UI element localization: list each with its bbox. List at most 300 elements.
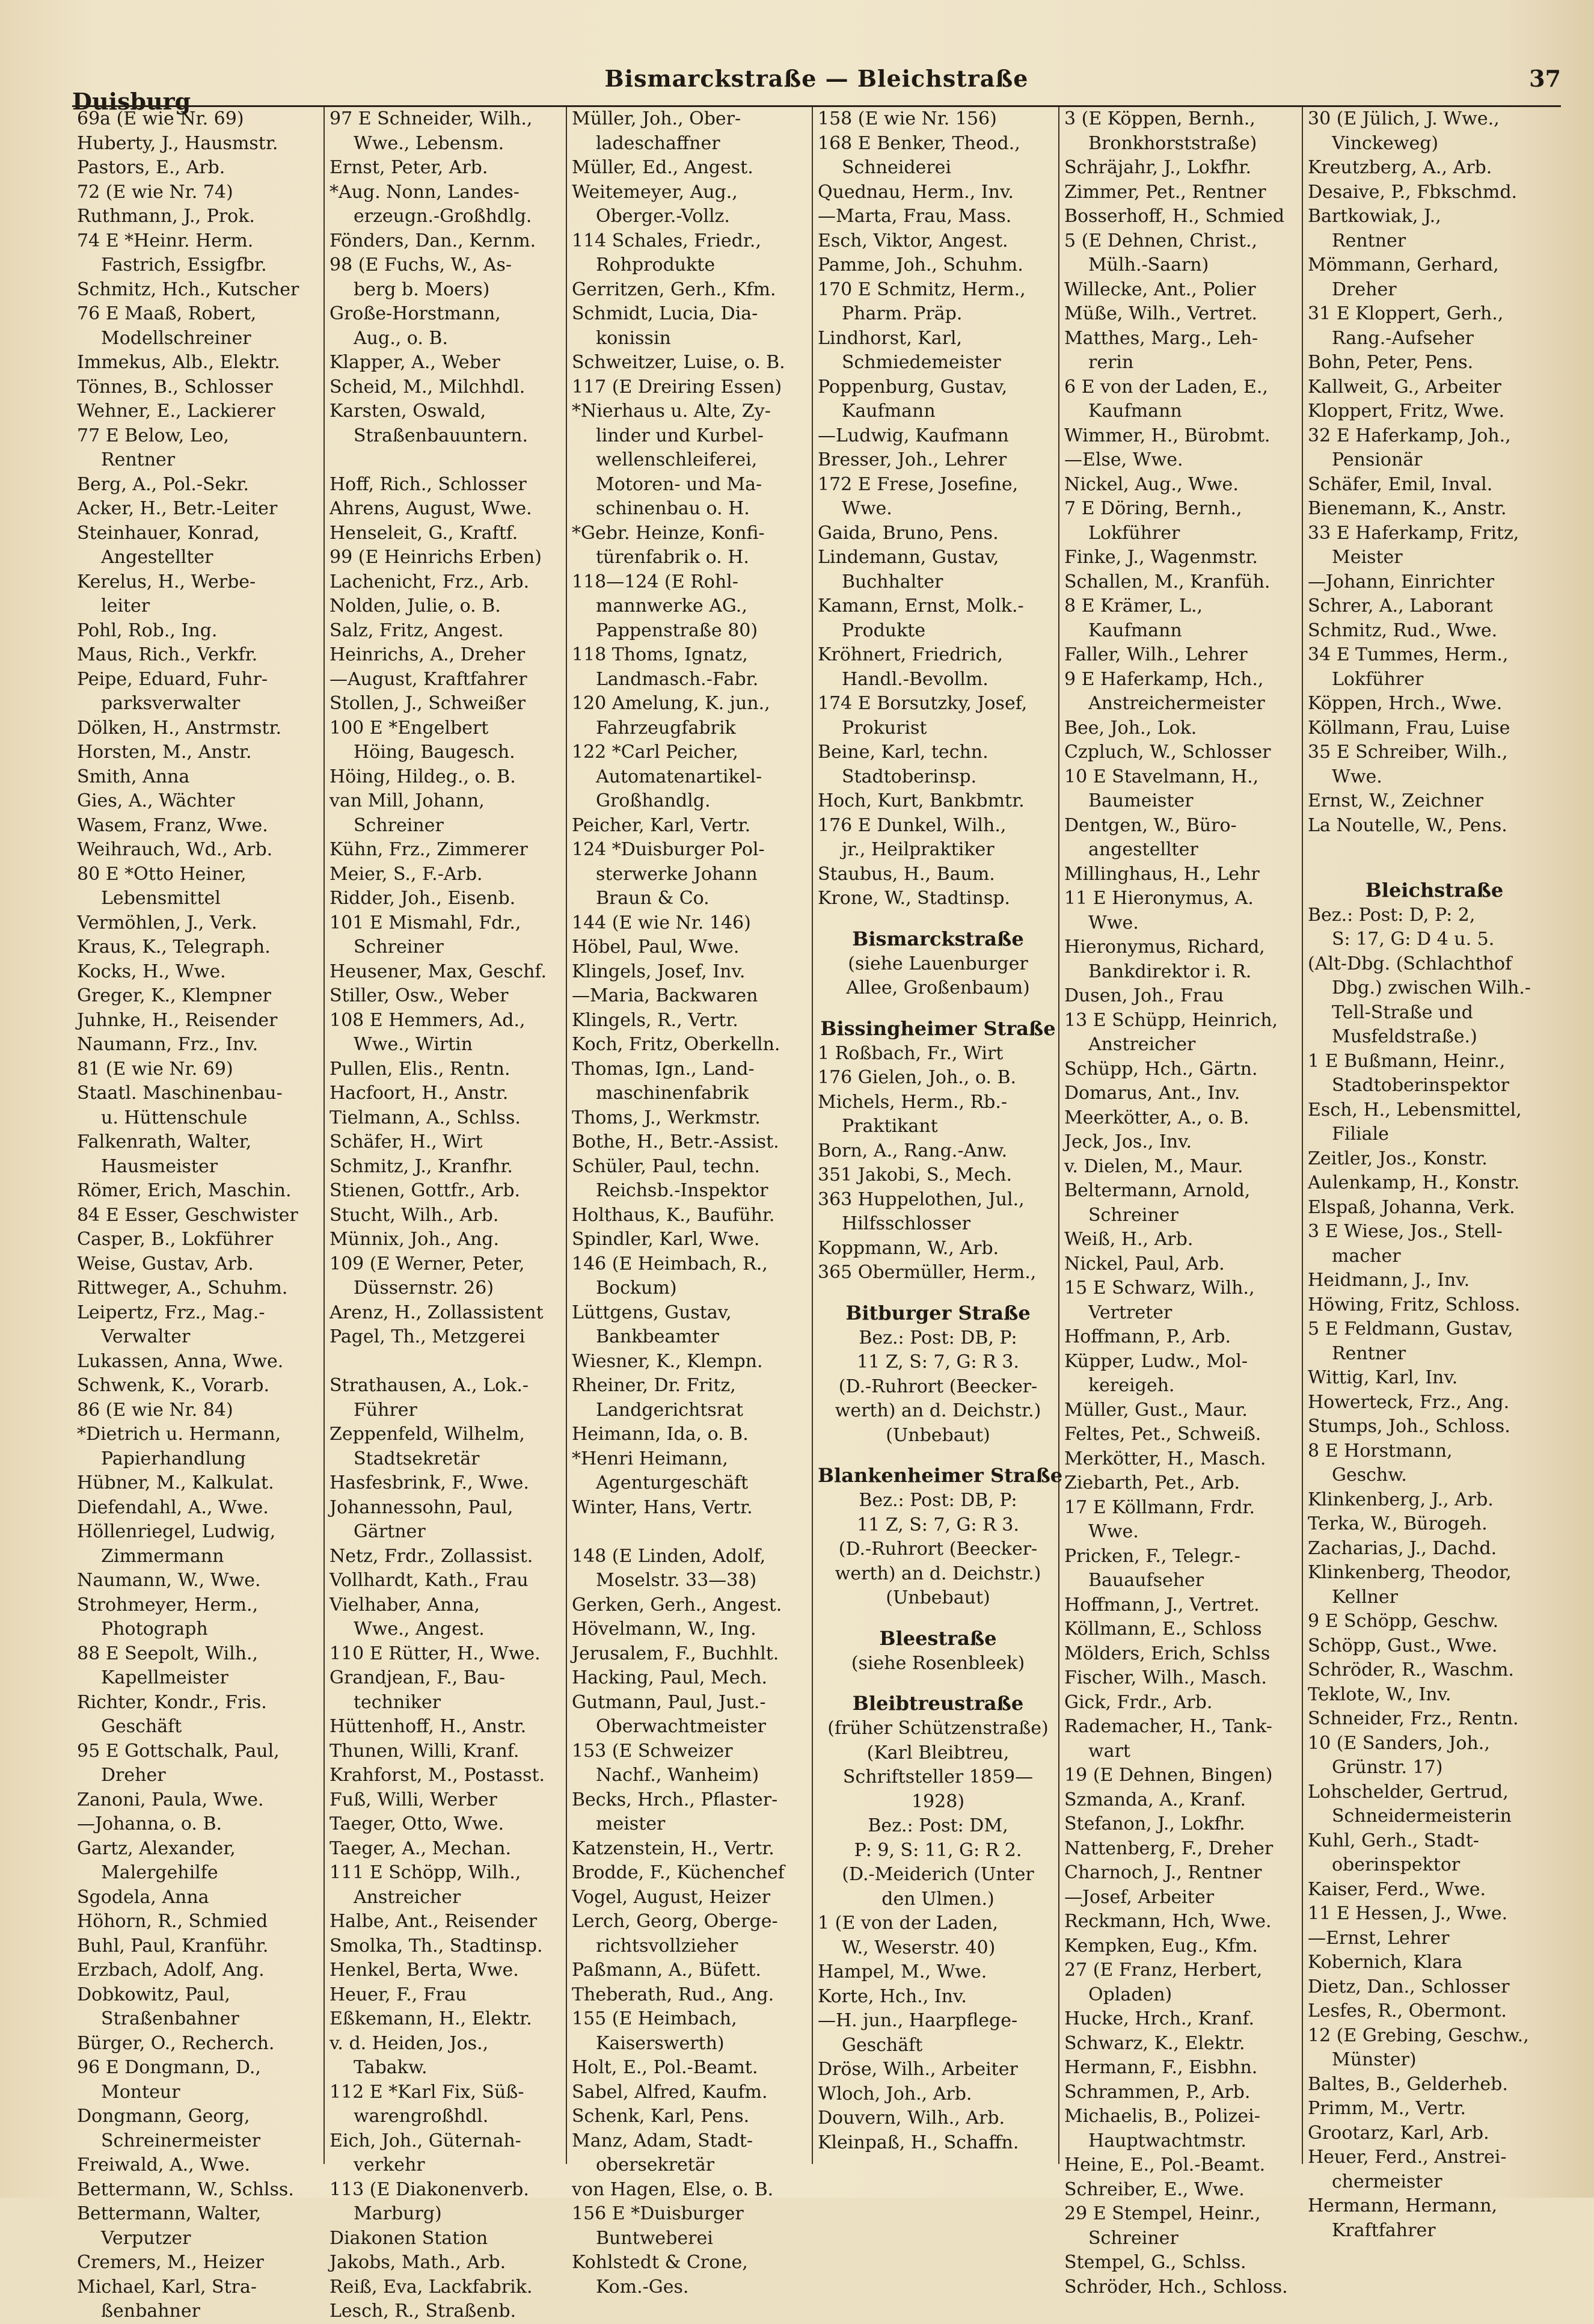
directory-entry: Dongmann, Georg, xyxy=(77,2106,250,2127)
directory-entry: Ridder, Joh., Eisenb. xyxy=(330,888,516,909)
directory-entry: Juhnke, H., Reisender xyxy=(77,1009,278,1031)
directory-entry: Schäfer, H., Wirt xyxy=(330,1131,483,1152)
directory-entry: Rheiner, Dr. Fritz, xyxy=(572,1375,736,1396)
directory-entry: *Gebr. Heinze, Konfi- xyxy=(572,522,765,544)
street-note: Bez.: Post: DB, P: xyxy=(859,1490,1017,1511)
directory-entry: Kloppert, Fritz, Wwe. xyxy=(1308,401,1505,422)
entry-continuation: Handl.-Bevollm. xyxy=(842,668,989,690)
directory-entry: *Nierhaus u. Alte, Zy- xyxy=(572,401,771,422)
directory-entry: Höwing, Fritz, Schloss. xyxy=(1308,1294,1521,1315)
directory-entry: —Johanna, o. B. xyxy=(77,1813,222,1834)
directory-entry: Ruthmann, J., Prok. xyxy=(77,206,255,227)
street-note: (Unbebaut) xyxy=(886,1587,990,1608)
directory-entry: Kohlstedt & Crone, xyxy=(572,2252,748,2273)
directory-entry: Quednau, Herm., Inv. xyxy=(818,181,1014,203)
directory-entry: Feltes, Pet., Schweiß. xyxy=(1064,1424,1261,1445)
directory-entry: Schüler, Paul, techn. xyxy=(572,1155,760,1177)
entry-continuation: sterwerke Johann xyxy=(596,863,758,885)
directory-entry: Czpluch, W., Schlosser xyxy=(1064,742,1271,763)
directory-entry: Horsten, M., Anstr. xyxy=(77,742,252,763)
directory-entry: Theberath, Rud., Ang. xyxy=(572,1984,774,2005)
directory-entry: Henkel, Berta, Wwe. xyxy=(330,1960,519,1981)
directory-entry: v. Dielen, M., Maur. xyxy=(1064,1155,1243,1177)
directory-entry: Schrammen, P., Arb. xyxy=(1064,2081,1251,2103)
directory-entry: Kobernich, Klara xyxy=(1308,1952,1463,1973)
directory-entry: Charnoch, J., Rentner xyxy=(1064,1862,1262,1883)
directory-entry: Lüttgens, Gustav, xyxy=(572,1302,732,1323)
street-heading: Bleestraße xyxy=(879,1626,997,1650)
directory-entry: 99 (E Heinrichs Erben) xyxy=(330,547,542,568)
directory-entry: 153 (E Schweizer xyxy=(572,1740,733,1762)
directory-entry: Weise, Gustav, Arb. xyxy=(77,1253,254,1274)
entry-continuation: Braun & Co. xyxy=(596,888,710,909)
directory-entry: 172 E Frese, Josefine, xyxy=(818,473,1019,495)
directory-entry: Scheid, M., Milchhdl. xyxy=(330,376,526,398)
directory-entry: Heusener, Max, Geschf. xyxy=(330,961,547,982)
directory-entry: Steinhauer, Konrad, xyxy=(77,522,260,544)
directory-entry: Michael, Karl, Stra- xyxy=(77,2276,257,2298)
directory-entry: Manz, Adam, Stadt- xyxy=(572,2130,753,2151)
directory-entry: Zimmer, Pet., Rentner xyxy=(1064,181,1266,203)
directory-entry xyxy=(330,1350,566,1374)
page-header xyxy=(72,60,1561,115)
entry-continuation: Dbg.) zwischen Wilh.- xyxy=(1332,977,1531,998)
directory-entry: Schöpp, Gust., Wwe. xyxy=(1308,1635,1498,1656)
directory-entry: Smolka, Th., Stadtinsp. xyxy=(330,1935,543,1957)
directory-entry: Huberty, J., Hausmstr. xyxy=(77,132,278,154)
entry-continuation: Kapellmeister xyxy=(101,1667,228,1688)
directory-entry: 144 (E wie Nr. 146) xyxy=(572,912,751,933)
directory-entry: Hucke, Hrch., Kranf. xyxy=(1064,2008,1255,2029)
entry-continuation: berg b. Moers) xyxy=(354,278,490,300)
directory-entry: Staubus, H., Baum. xyxy=(818,863,995,885)
directory-entry: 19 (E Dehnen, Bingen) xyxy=(1064,1765,1273,1786)
directory-entry: Hoffmann, P., Arb. xyxy=(1064,1326,1231,1347)
directory-entry: Thomas, Ign., Land- xyxy=(572,1058,755,1080)
entry-continuation: türenfabrik o. H. xyxy=(596,547,749,568)
directory-entry: Wimmer, H., Bürobmt. xyxy=(1064,425,1271,446)
directory-entry: Peicher, Karl, Vertr. xyxy=(572,814,751,836)
entry-continuation: Geschäft xyxy=(101,1716,182,1737)
directory-entry: Müller, Ed., Angest. xyxy=(572,157,753,178)
directory-entry: 118—124 (E Rohl- xyxy=(572,571,738,592)
directory-entry: Pamme, Joh., Schuhm. xyxy=(818,254,1023,275)
directory-entry: Küpper, Ludw., Mol- xyxy=(1064,1350,1248,1372)
street-heading: Bleibtreustraße xyxy=(852,1692,1024,1715)
directory-entry: Bez.: Post: D, P: 2, xyxy=(1308,904,1476,926)
directory-entry: Kamann, Ernst, Molk.- xyxy=(818,595,1024,616)
directory-entry: Hacfoort, H., Anstr. xyxy=(330,1083,509,1104)
directory-entry: Zanoni, Paula, Wwe. xyxy=(77,1789,264,1810)
directory-entry: Bartkowiak, J., xyxy=(1308,206,1441,227)
directory-entry: 34 E Tummes, Herm., xyxy=(1308,644,1509,665)
directory-entry: 110 E Rütter, H., Wwe. xyxy=(330,1643,541,1664)
directory-entry: 72 (E wie Nr. 74) xyxy=(77,181,233,203)
directory-entry: —Josef, Arbeiter xyxy=(1064,1886,1215,1908)
directory-entry: Korte, Hch., Inv. xyxy=(818,1985,967,2007)
directory-entry: 176 Gielen, Joh., o. B. xyxy=(818,1067,1017,1088)
street-note: (früher Schützenstraße) xyxy=(827,1718,1049,1739)
entry-continuation: Geschw. xyxy=(1332,1465,1407,1486)
entry-continuation: angestellter xyxy=(1088,839,1198,860)
directory-entry: Heine, E., Pol.-Beamt. xyxy=(1064,2154,1266,2175)
entry-continuation: Führer xyxy=(354,1399,417,1421)
directory-entry: Freiwald, A., Wwe. xyxy=(77,2154,251,2175)
directory-entry: Jerusalem, F., Buchhlt. xyxy=(572,1643,779,1664)
directory-entry: 117 (E Dreiring Essen) xyxy=(572,376,782,398)
entry-continuation: Anstreicher xyxy=(1088,1034,1196,1055)
directory-entry: Poppenburg, Gustav, xyxy=(818,376,1008,398)
directory-entry: Köppen, Hrch., Wwe. xyxy=(1308,693,1503,714)
entry-continuation: Lokführer xyxy=(1088,522,1180,544)
directory-entry: Lerch, Georg, Oberge- xyxy=(572,1911,778,1932)
directory-entry: Teklote, W., Inv. xyxy=(1308,1683,1451,1705)
entry-continuation: obersekretär xyxy=(596,2154,715,2175)
directory-entry: Schrer, A., Laborant xyxy=(1308,595,1493,616)
entry-continuation: Tell-Straße und xyxy=(1332,1001,1473,1023)
directory-entry: Spindler, Karl, Wwe. xyxy=(572,1229,760,1250)
directory-entry: Klapper, A., Weber xyxy=(330,352,500,373)
directory-entry: Cremers, M., Heizer xyxy=(77,2252,264,2273)
entry-continuation: Marburg) xyxy=(354,2203,442,2224)
entry-continuation: Praktikant xyxy=(842,1116,938,1137)
directory-entry: 74 E *Heinr. Herm. xyxy=(77,230,254,251)
directory-entry: 8 E Krämer, L., xyxy=(1064,595,1203,616)
directory-entry: Pullen, Elis., Rentn. xyxy=(330,1058,510,1080)
entry-continuation: richtsvollzieher xyxy=(596,1935,738,1957)
directory-entry: Stucht, Wilh., Arb. xyxy=(330,1204,499,1226)
directory-entry: 148 (E Linden, Adolf, xyxy=(572,1545,766,1567)
entry-continuation: maschinenfabrik xyxy=(596,1083,749,1104)
directory-entry: Holt, E., Pol.-Beamt. xyxy=(572,2057,758,2078)
directory-entry: Große-Horstmann, xyxy=(330,303,501,324)
entry-continuation: Lebensmittel xyxy=(101,888,221,909)
entry-continuation: Straßenbahner xyxy=(101,2008,239,2029)
directory-entry: Dröse, Wilh., Arbeiter xyxy=(818,2059,1018,2080)
directory-entry: Lesfes, R., Obermont. xyxy=(1308,2000,1507,2021)
directory-entry: Bosserhoff, H., Schmied xyxy=(1064,206,1285,227)
entry-continuation: Modellschreiner xyxy=(101,327,251,349)
street-heading: Bleichstraße xyxy=(1365,878,1504,902)
directory-entry: 365 Obermüller, Herm., xyxy=(818,1262,1037,1283)
street-note: werth) an d. Deichstr.) xyxy=(835,1563,1041,1584)
entry-continuation: Lokführer xyxy=(1332,668,1424,690)
entry-continuation: Stadtoberinsp. xyxy=(842,766,977,787)
column-6 xyxy=(1303,107,1561,2241)
directory-entry: Born, A., Rang.-Anw. xyxy=(818,1140,1008,1161)
entry-continuation: Anstreichermeister xyxy=(1088,693,1265,714)
directory-entry: 77 E Below, Leo, xyxy=(77,425,230,446)
entry-continuation: Angestellter xyxy=(101,547,213,568)
directory-entry: Schmitz, Hch., Kutscher xyxy=(77,278,299,300)
directory-entry: Winter, Hans, Vertr. xyxy=(572,1496,753,1518)
directory-entry: Primm, M., Vertr. xyxy=(1308,2098,1467,2119)
directory-entry: 101 E Mismahl, Fdr., xyxy=(330,912,521,933)
directory-entry: Vogel, August, Heizer xyxy=(572,1886,771,1908)
street-note: (Karl Bleibtreu, xyxy=(866,1742,1010,1763)
directory-entry: Strathausen, A., Lok.- xyxy=(330,1375,529,1396)
directory-entry: 80 E *Otto Heiner, xyxy=(77,863,247,885)
directory-entry: Willecke, Ant., Polier xyxy=(1064,278,1256,300)
entry-continuation: Grünstr. 17) xyxy=(1332,1757,1443,1778)
directory-entry: Fönders, Dan., Kernm. xyxy=(330,230,536,251)
directory-entry: Douvern, Wilh., Arb. xyxy=(818,2107,1005,2129)
entry-continuation: Photograph xyxy=(101,1618,208,1640)
entry-continuation: Schneiderei xyxy=(842,157,951,178)
directory-entry: Leipertz, Frz., Mag.- xyxy=(77,1302,265,1323)
street-note: Schriftsteller 1859— xyxy=(842,1766,1034,1788)
directory-entry: Schwenk, K., Vorarb. xyxy=(77,1375,269,1396)
entry-continuation: Prokurist xyxy=(842,717,927,739)
directory-entry: Kocks, H., Wwe. xyxy=(77,961,226,982)
directory-entry: Höhorn, R., Schmied xyxy=(77,1911,268,1932)
directory-entry: Schwarz, K., Elektr. xyxy=(1064,2032,1245,2054)
directory-entry: Klingels, R., Vertr. xyxy=(572,1009,738,1031)
directory-entry: 176 E Dunkel, Wilh., xyxy=(818,814,1007,836)
directory-entry: Schräjahr, J., Lokfhr. xyxy=(1064,157,1252,178)
entry-continuation: Kraftfahrer xyxy=(1332,2219,1436,2241)
directory-entry: Gaida, Bruno, Pens. xyxy=(818,522,999,544)
directory-entry: Erzbach, Adolf, Ang. xyxy=(77,1960,265,1981)
directory-entry: 7 E Döring, Bernh., xyxy=(1064,498,1242,519)
entry-continuation: Stadtsekretär xyxy=(354,1448,480,1469)
directory-entry: Kaiser, Ferd., Wwe. xyxy=(1308,1878,1486,1900)
directory-entry: Höing, Hildeg., o. B. xyxy=(330,766,516,787)
directory-entry: Tielmann, A., Schlss. xyxy=(330,1107,521,1128)
directory-entry: 156 E *Duisburger xyxy=(572,2203,744,2224)
directory-entry: Heinrichs, A., Dreher xyxy=(330,644,526,665)
directory-entry: Acker, H., Betr.-Leiter xyxy=(77,498,278,519)
directory-entry: 120 Amelung, K. jun., xyxy=(572,693,770,714)
directory-entry: Szmanda, A., Kranf. xyxy=(1064,1789,1246,1810)
entry-continuation: Agenturgeschäft xyxy=(596,1472,749,1493)
directory-entry: 100 E *Engelbert xyxy=(330,717,489,739)
directory-entry: Hübner, M., Kalkulat. xyxy=(77,1472,274,1493)
directory-entry: v. d. Heiden, Jos., xyxy=(330,2032,489,2054)
directory-entry: Meerkötter, A., o. B. xyxy=(1064,1107,1249,1128)
directory-entry: Stollen, J., Schweißer xyxy=(330,693,526,714)
directory-entry: (Alt-Dbg. (Schlachthof xyxy=(1308,953,1512,974)
street-note: (siehe Lauenburger xyxy=(848,953,1028,974)
directory-entry: 111 E Schöpp, Wilh., xyxy=(330,1862,521,1883)
directory-entry: Desaive, P., Fbkschmd. xyxy=(1308,181,1518,203)
directory-entry: Kempken, Eug., Kfm. xyxy=(1064,1935,1258,1957)
directory-entry: Millinghaus, H., Lehr xyxy=(1064,863,1260,885)
directory-entry: Hacking, Paul, Mech. xyxy=(572,1667,768,1688)
entry-continuation: Verputzer xyxy=(101,2227,191,2249)
entry-continuation: W., Weserstr. 40) xyxy=(842,1937,996,1958)
directory-entry: 108 E Hemmers, Ad., xyxy=(330,1009,526,1031)
directory-entry: Arenz, H., Zollassistent xyxy=(330,1302,544,1323)
directory-entry: Stienen, Gottfr., Arb. xyxy=(330,1180,521,1201)
directory-entry: Klinkenberg, Theodor, xyxy=(1308,1562,1512,1583)
directory-entry: Fischer, Wilh., Masch. xyxy=(1064,1667,1267,1688)
directory-entry: Jakobs, Math., Arb. xyxy=(330,2252,506,2273)
directory-entry: 10 E Stavelmann, H., xyxy=(1064,766,1259,787)
directory-entry: Immekus, Alb., Elektr. xyxy=(77,352,280,373)
entry-continuation: Wwe. xyxy=(842,498,892,519)
directory-entry: 8 E Horstmann, xyxy=(1308,1440,1453,1462)
entry-continuation: techniker xyxy=(354,1691,441,1713)
directory-entry xyxy=(1308,838,1561,862)
directory-entry: Höllenriegel, Ludwig, xyxy=(77,1521,276,1542)
directory-entry: —Ernst, Lehrer xyxy=(1308,1927,1450,1949)
directory-entry: Münnix, Joh., Ang. xyxy=(330,1229,500,1250)
directory-entry: Diefendahl, A., Wwe. xyxy=(77,1496,269,1518)
directory-entry: Sgodela, Anna xyxy=(77,1886,209,1908)
directory-entry: 1 (E von der Laden, xyxy=(818,1913,999,1934)
directory-entry: Wasem, Franz, Wwe. xyxy=(77,814,268,836)
directory-entry: *Henri Heimann, xyxy=(572,1448,728,1469)
directory-entry: Buhl, Paul, Kranführ. xyxy=(77,1935,269,1957)
directory-entry: Rittweger, A., Schuhm. xyxy=(77,1277,288,1299)
directory-entry: Michels, Herm., Rb.- xyxy=(818,1091,1008,1113)
directory-entry: Schallen, M., Kranfüh. xyxy=(1064,571,1271,592)
directory-entry: Bresser, Joh., Lehrer xyxy=(818,449,1007,470)
entry-continuation: Schreiner xyxy=(1088,1204,1179,1226)
directory-entry: 9 E Haferkamp, Hch., xyxy=(1064,668,1264,690)
directory-entry: Koppmann, W., Arb. xyxy=(818,1237,999,1259)
entry-continuation: Münster) xyxy=(1332,2049,1417,2070)
entry-continuation: Buntweberei xyxy=(596,2227,713,2249)
directory-entry: Grandjean, F., Bau- xyxy=(330,1667,506,1688)
directory-entry: *Aug. Nonn, Landes- xyxy=(330,181,520,203)
entry-continuation: verkehr xyxy=(354,2154,425,2175)
directory-entry: Hermann, F., Eisbhn. xyxy=(1064,2057,1258,2078)
entry-continuation: Großhandlg. xyxy=(596,790,711,811)
directory-entry: Taeger, Otto, Wwe. xyxy=(330,1813,504,1834)
directory-entry: Stiller, Osw., Weber xyxy=(330,985,509,1006)
directory-entry: —Else, Wwe. xyxy=(1064,449,1183,470)
directory-entry: Katzenstein, H., Vertr. xyxy=(572,1837,774,1859)
entry-continuation: linder und Kurbel- xyxy=(596,425,764,446)
street-heading: Bismarckstraße xyxy=(852,927,1024,950)
directory-entry: Vollhardt, Kath., Frau xyxy=(330,1570,529,1591)
directory-entry: 84 E Esser, Geschwister xyxy=(77,1204,298,1226)
directory-entry: Meier, S., F.-Arb. xyxy=(330,863,483,885)
directory-entry: Kleinpaß, H., Schaffn. xyxy=(818,2132,1019,2153)
directory-entry: Naumann, Frz., Inv. xyxy=(77,1034,259,1055)
directory-entry: 351 Jakobi, S., Mech. xyxy=(818,1164,1013,1185)
column-2 xyxy=(325,107,567,2322)
directory-entry: Mölders, Erich, Schlss xyxy=(1064,1643,1271,1664)
directory-entry: Pohl, Rob., Ing. xyxy=(77,619,218,641)
entry-continuation: Schmiedemeister xyxy=(842,352,1001,373)
street-note: (D.-Ruhrort (Beecker- xyxy=(838,1539,1038,1560)
directory-entry: 10 (E Sanders, Joh., xyxy=(1308,1732,1490,1754)
directory-entry: Schmidt, Lucia, Dia- xyxy=(572,303,758,324)
entry-continuation: Kaufmann xyxy=(1088,619,1182,641)
entry-continuation: Wwe. xyxy=(1332,766,1382,787)
directory-entry: *Dietrich u. Hermann, xyxy=(77,1424,281,1445)
directory-entry: Schmitz, Rud., Wwe. xyxy=(1308,619,1498,641)
directory-entry: 170 E Schmitz, Herm., xyxy=(818,278,1026,300)
directory-entry: 33 E Haferkamp, Fritz, xyxy=(1308,522,1519,544)
column-5 xyxy=(1059,107,1303,2298)
directory-entry: Holthaus, K., Bauführ. xyxy=(572,1204,775,1226)
street-note: (D.-Meiderich (Unter xyxy=(842,1864,1034,1885)
entry-continuation: Fahrzeugfabrik xyxy=(596,717,736,739)
directory-entry: 124 *Duisburger Pol- xyxy=(572,839,765,860)
entry-continuation: Vertreter xyxy=(1088,1302,1173,1323)
directory-entry: Henseleit, G., Kraftf. xyxy=(330,522,518,544)
directory-entry: Müße, Wilh., Vertret. xyxy=(1064,303,1258,324)
directory-entry: Bienemann, K., Anstr. xyxy=(1308,498,1507,519)
city-heading: Duisburg xyxy=(72,88,191,115)
directory-entry: Greger, K., Klempner xyxy=(77,985,271,1006)
entry-continuation: Produkte xyxy=(842,619,926,641)
entry-continuation: Oberger.-Vollz. xyxy=(596,206,730,227)
directory-entry: Reiß, Eva, Lackfabrik. xyxy=(330,2276,533,2298)
street-range-heading: Bismarckstraße — Bleichstraße xyxy=(604,65,1029,92)
directory-entry: 11 E Hessen, J., Wwe. xyxy=(1308,1903,1508,1924)
entry-continuation: Höing, Baugesch. xyxy=(354,742,515,763)
directory-entry: 9 E Schöpp, Geschw. xyxy=(1308,1611,1499,1632)
directory-entry: Pagel, Th., Metzgerei xyxy=(330,1326,526,1347)
entry-continuation: ladeschaffner xyxy=(596,132,720,154)
directory-entry: Berg, A., Pol.-Sekr. xyxy=(77,473,250,495)
directory-entry: Kreutzberg, A., Arb. xyxy=(1308,157,1492,178)
entry-continuation: Hauptwachtmstr. xyxy=(1088,2130,1246,2151)
directory-entry: Hövelmann, W., Ing. xyxy=(572,1618,756,1640)
entry-continuation: Rentner xyxy=(1332,230,1406,251)
directory-entry: 1 E Bußmann, Heinr., xyxy=(1308,1050,1506,1072)
directory-entry: Sabel, Alfred, Kaufm. xyxy=(572,2081,768,2103)
street-note: den Ulmen.) xyxy=(881,1888,995,1910)
directory-entry: Schneider, Frz., Rentn. xyxy=(1308,1708,1519,1729)
directory-entry: Stefanon, J., Lokfhr. xyxy=(1064,1813,1245,1834)
directory-entry: —Ludwig, Kaufmann xyxy=(818,425,1009,446)
directory-entry: Gerritzen, Gerh., Kfm. xyxy=(572,278,776,300)
directory-entry: Brodde, F., Küchenchef xyxy=(572,1862,785,1883)
directory-entry: Grootarz, Karl, Arb. xyxy=(1308,2122,1489,2144)
directory-entry: Bee, Joh., Lok. xyxy=(1064,717,1197,739)
entry-continuation: meister xyxy=(596,1813,666,1834)
directory-entry: Bettermann, Walter, xyxy=(77,2203,262,2224)
entry-continuation: Zimmermann xyxy=(101,1545,224,1567)
directory-entry: Terka, W., Bürogeh. xyxy=(1308,1513,1488,1534)
entry-continuation: warengroßhdl. xyxy=(354,2106,489,2127)
directory-entry: Bettermann, W., Schlss. xyxy=(77,2178,294,2200)
directory-entry: Nattenberg, F., Dreher xyxy=(1064,1837,1274,1859)
directory-entry: 13 E Schüpp, Heinrich, xyxy=(1064,1009,1278,1031)
entry-continuation: Rentner xyxy=(101,449,176,470)
directory-entry: 5 E Feldmann, Gustav, xyxy=(1308,1318,1513,1339)
directory-entry: 69a (E wie Nr. 69) xyxy=(77,108,244,129)
directory-entry: 155 (E Heimbach, xyxy=(572,2008,737,2029)
directory-entry: 76 E Maaß, Robert, xyxy=(77,303,257,324)
directory-entry: Howerteck, Frz., Ang. xyxy=(1308,1391,1510,1413)
directory-entry: Aulenkamp, H., Konstr. xyxy=(1308,1172,1520,1193)
directory-entry: —Maria, Backwaren xyxy=(572,985,758,1006)
directory-entry: 174 E Borsutzky, Josef, xyxy=(818,693,1028,714)
directory-entry: Beltermann, Arnold, xyxy=(1064,1180,1251,1201)
entry-continuation: Baumeister xyxy=(1088,790,1194,811)
entry-continuation: Rohprodukte xyxy=(596,254,716,275)
directory-entry: Matthes, Marg., Leh- xyxy=(1064,327,1258,349)
directory-entry: Tönnes, B., Schlosser xyxy=(77,376,273,398)
directory-entry: Schäfer, Emil, Inval. xyxy=(1308,473,1493,495)
directory-entry: Klinkenberg, J., Arb. xyxy=(1308,1489,1494,1510)
directory-entry: Schenk, Karl, Pens. xyxy=(572,2106,750,2127)
entry-continuation: Düssernstr. 26) xyxy=(354,1277,494,1299)
directory-entry: Thoms, J., Werkmstr. xyxy=(572,1107,761,1128)
directory-entry xyxy=(572,1520,812,1545)
directory-entry: Lesch, R., Straßenb. xyxy=(330,2301,517,2322)
directory-entry: 168 E Benker, Theod., xyxy=(818,132,1020,154)
directory-entry: Finke, J., Wagenmstr. xyxy=(1064,547,1258,568)
directory-entry: Pricken, F., Telegr.- xyxy=(1064,1545,1240,1567)
